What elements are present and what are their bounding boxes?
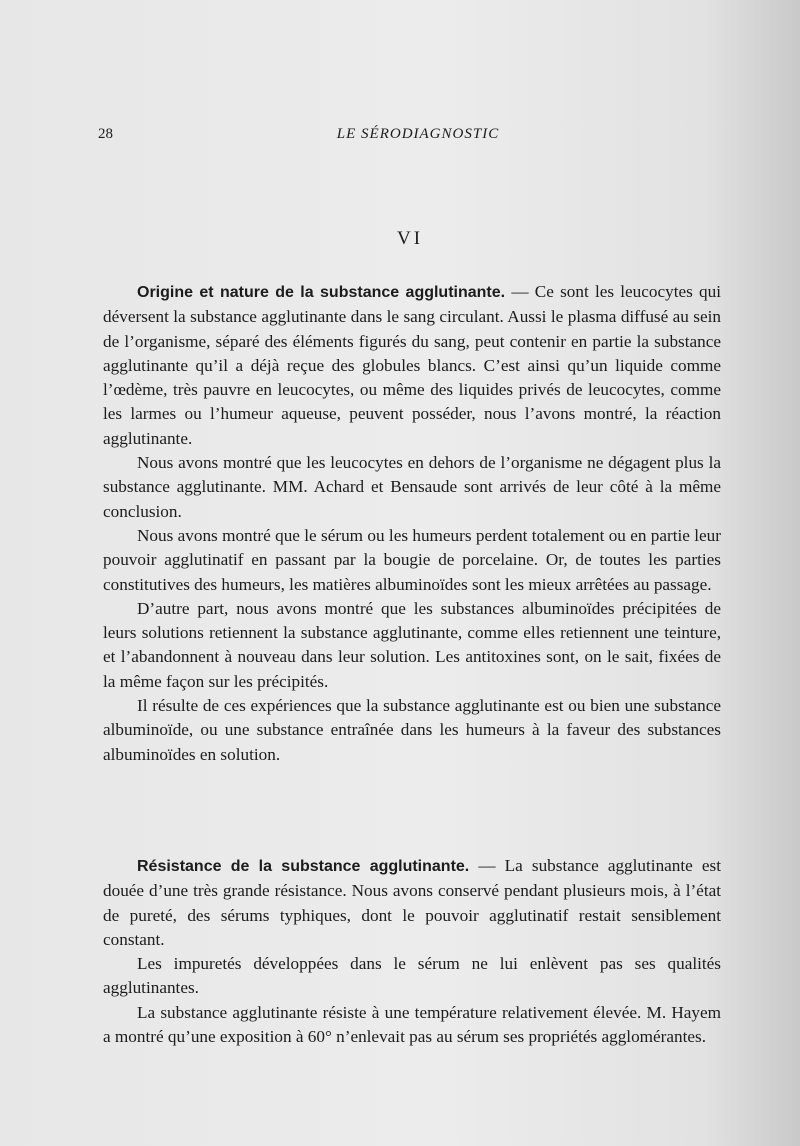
- paragraph: La substance agglutinante résiste à une température relativement élevée. M. Hayem a montré qu’une exposition à 60° n’enlevait pas au sérum ses propriétés agglomérantes.: [103, 1002, 721, 1047]
- resistance-section: [103, 854, 721, 1049]
- paragraph: [103, 280, 721, 451]
- paragraph: Les impuretés développées dans le sérum ne lui enlèvent pas ses qualités agglutinantes.: [103, 954, 721, 998]
- running-head: [98, 126, 718, 146]
- origin-section: [103, 280, 721, 767]
- section-heading-origin: Origine et nature de la substance agglutinante.: [137, 284, 506, 301]
- page-number: 28: [98, 126, 113, 142]
- section-heading-resistance: Résistance de la substance agglutinante.: [137, 858, 470, 875]
- paragraph-text: — La substance agglutinante est douée d’une très grande résistance. Nous avons conservé pendant plusieurs mois, à l’état de pureté, des sérums typhiques, dont le pouvoir agglutinatif restait sensiblement constant.: [103, 856, 721, 949]
- paragraph: Nous avons montré que le sérum ou les humeurs perdent totalement ou en partie leur pouvoir agglutinatif en passant par la bougie de porcelaine. Or, de toutes les parties constitutives des humeurs, les matières albuminoïdes sont les mieux arrêtées au passage.: [103, 525, 721, 594]
- book-title: LE SÉRODIAGNOSTIC: [336, 126, 500, 142]
- paragraph: Il résulte de ces expériences que la substance agglutinante est ou bien une substance albuminoïde, ou une substance entraînée dans les humeurs à la faveur des substances albuminoïdes en solution.: [103, 696, 721, 764]
- paragraph: D’autre part, nous avons montré que les substances albuminoïdes précipitées de leurs solutions retiennent la substance agglutinante, comme elles retiennent une teinture, et l’abandonnent à nouveau dans leur solution. Les antitoxines sont, on le sait, fixées de la même façon sur les précipités.: [103, 598, 721, 691]
- paragraph: [103, 854, 721, 952]
- paragraph-text: — Ce sont les leucocytes qui déversent la substance agglutinante dans le sang circulant. Aussi le plasma diffusé au sein de l’organisme, séparé des éléments figurés du sang, peut contenir en partie la substance agglutinante qu’il a déjà reçue des globules blancs. C’est ainsi qu’un liquide comme l’œdème, très pauvre en leucocytes, ou même des liquides privés de leucocytes, comme les larmes ou l’humeur aqueuse, peuvent posséder, nous l’avons montré, la réaction agglutinante.: [103, 282, 721, 448]
- paragraph: Nous avons montré que les leucocytes en dehors de l’organisme ne dégagent plus la substance agglutinante. MM. Achard et Bensaude sont arrivés de leur côté à la même conclusion.: [103, 453, 721, 521]
- section-number: VI: [396, 228, 424, 249]
